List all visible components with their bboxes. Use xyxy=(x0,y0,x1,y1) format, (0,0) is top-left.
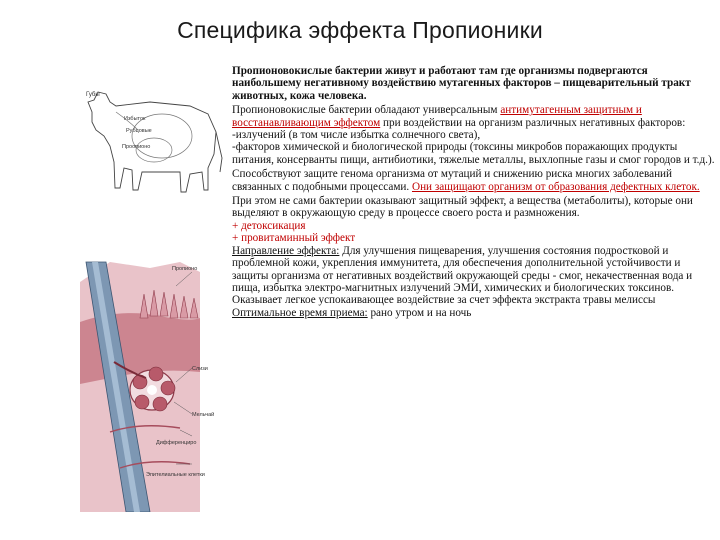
label-differentiated: Дифференциро xyxy=(156,440,197,446)
direction-text: Для улучшения пищеварения, улучшения состояния подростковой и проблемной кожи, укрепления иммунитета, для обеспечения дополнительной устойчивости и защиты организма от негативных воздействий окружающей среды - смог, некачественная вода и пища, избытка электро-магнитных излучений ЭМИ, химических и биологических токсинов. Оказывает легкое успокаивающее воздействие за счет эффекта экстракта травы мелиссы xyxy=(232,244,693,307)
label-rumen-mid: Рубцовые xyxy=(126,128,152,134)
paragraph-genome xyxy=(232,168,716,193)
label-villi: Пропионо xyxy=(172,266,198,272)
label-rumen-upper: Избыток xyxy=(124,116,146,122)
p3-start: Способствуют защите генома организма от мутаций и снижению риска многих заболеваний связанных с подобными процессами. xyxy=(232,168,673,193)
illustration xyxy=(80,72,228,512)
bullet-chemical: -факторов химической и биологической природы (токсины микробов поражающих продукты питания, консерванты пищи, антибиотики, тяжелые металлы, выхлопные газы и смог городов и т.д.). xyxy=(232,141,715,166)
plus-detox: + детоксикация xyxy=(232,219,306,232)
label-small: Мельчай xyxy=(192,412,215,418)
label-lips: Губы xyxy=(86,92,100,98)
time-text: рано утром и на ночь xyxy=(370,306,472,319)
p2-highlight: антимутагенным защитным и восстанавливающим эффектом xyxy=(232,104,642,129)
paragraph-universal-effect xyxy=(232,104,716,129)
label-epithelial: Эпителиальные клетки xyxy=(146,472,205,478)
digestive-tract-illustration xyxy=(80,72,228,512)
p3-highlight: Они защищают организм от образования дефектных клеток. xyxy=(411,180,700,193)
paragraph-time xyxy=(232,307,716,319)
label-rumen-lower: Проопионо xyxy=(122,144,151,150)
text-body xyxy=(232,65,716,319)
p2-end: при воздействии на организм различных негативных факторов: xyxy=(383,116,686,129)
time-label: Оптимальное время приема: xyxy=(232,306,368,319)
label-mucus: Слизи xyxy=(192,366,208,372)
paragraph-direction xyxy=(232,245,716,307)
intro-paragraph: Пропионовокислые бактерии живут и работают там где организмы подвергаются наибольшему негативному воздействию мутагенных факторов – пищеварительный тракт животных, кожа человека. xyxy=(232,65,691,102)
plus-provitamin: + провитаминный эффект xyxy=(232,232,356,245)
paragraph-metabolites: При этом не сами бактерии оказывают защитный эффект, а вещества (метаболиты), которые они выделяют в окружающую среду в процессе своего роста и размножения. xyxy=(232,195,693,220)
slide-title: Специфика эффекта Пропионики xyxy=(177,17,543,43)
cow-outline xyxy=(88,92,222,192)
direction-label: Направление эффекта: xyxy=(232,244,340,257)
bullet-radiation: -излучений (в том числе избытка солнечного света), xyxy=(232,129,481,142)
p2-start: Пропионовокислые бактерии обладают универсальным xyxy=(232,104,498,117)
